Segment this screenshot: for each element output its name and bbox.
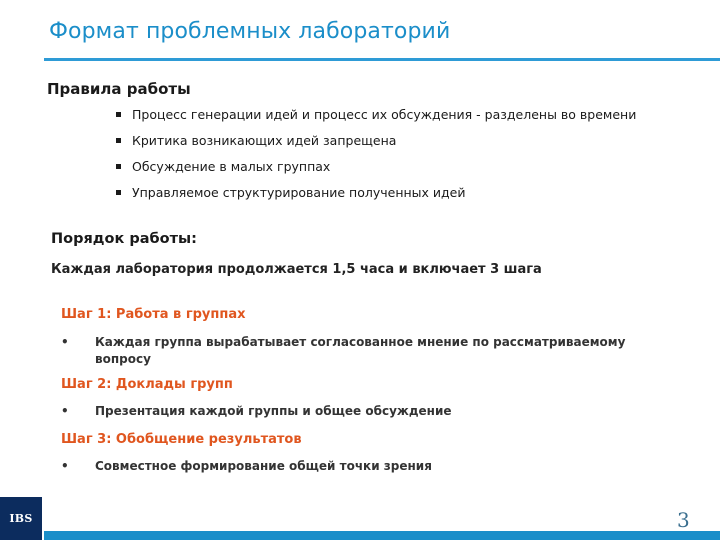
rule-text: Обсуждение в малых группах — [132, 159, 331, 174]
logo — [0, 497, 42, 540]
title-rule — [44, 58, 720, 61]
slide-title: Формат проблемных лабораторий — [49, 19, 451, 44]
bullet-icon: • — [61, 459, 69, 473]
square-bullet-icon — [116, 190, 121, 195]
bullet-icon: • — [61, 404, 69, 418]
order-intro: Каждая лаборатория продолжается 1,5 часа и включает 3 шага — [51, 262, 542, 277]
rule-text: Критика возникающих идей запрещена — [132, 133, 397, 148]
bullet-icon: • — [61, 335, 69, 349]
page-number: 3 — [677, 508, 690, 532]
rules-list — [116, 106, 706, 210]
rules-list-item — [116, 106, 706, 132]
step-3-title: Шаг 3: Обобщение результатов — [61, 432, 302, 447]
order-heading: Порядок работы: — [51, 231, 197, 247]
step-2-title: Шаг 2: Доклады групп — [61, 377, 233, 392]
square-bullet-icon — [116, 138, 121, 143]
rules-list-item — [116, 158, 706, 184]
rule-text: Процесс генерации идей и процесс их обсуждения - разделены во времени — [132, 107, 637, 122]
square-bullet-icon — [116, 112, 121, 117]
step-1-title: Шаг 1: Работа в группах — [61, 307, 246, 322]
step-1-text: Каждая группа вырабатывает согласованное мнение по рассматриваемому вопросу — [95, 335, 626, 366]
rules-heading: Правила работы — [47, 80, 191, 98]
rules-list-item — [116, 184, 706, 210]
rules-list-item — [116, 132, 706, 158]
logo-text: IBS — [9, 512, 33, 525]
bottom-bar — [44, 531, 720, 540]
step-3-text: Совместное формирование общей точки зрения — [95, 459, 432, 473]
square-bullet-icon — [116, 164, 121, 169]
rule-text: Управляемое структурирование полученных идей — [132, 185, 466, 200]
step-2-text: Презентация каждой группы и общее обсуждение — [95, 404, 452, 418]
